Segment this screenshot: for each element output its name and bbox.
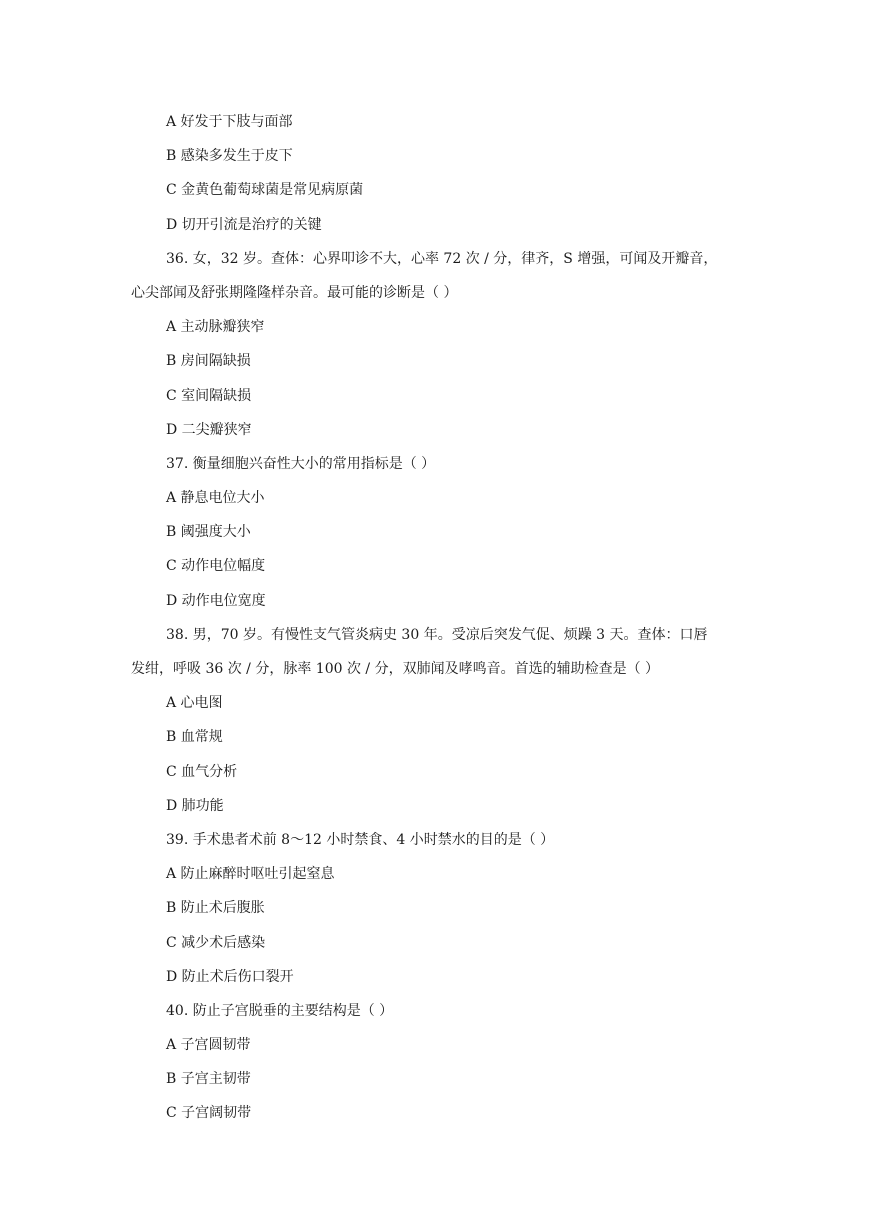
text-line: 39. 手术患者术前 8～12 小时禁食、4 小时禁水的目的是（ ） [166, 831, 555, 848]
text-line: A 心电图 [166, 695, 223, 712]
text-line: B 防止术后腹胀 [166, 900, 265, 917]
text-line: D 切开引流是治疗的关键 [166, 216, 322, 233]
text-line: C 子宫阔韧带 [166, 1105, 252, 1122]
text-line: 38. 男，70 岁。有慢性支气管炎病史 30 年。受凉后突发气促、烦躁 3 天。查体：口唇 [166, 626, 708, 643]
text-line: 发绀，呼吸 36 次 / 分，脉率 100 次 / 分，双肺闻及哮鸣音。首选的辅助检查是（ ） [131, 661, 660, 677]
text-line: C 金黄色葡萄球菌是常见病原菌 [166, 182, 364, 199]
text-line: A 子宫圆韧带 [166, 1037, 251, 1054]
text-line: 36. 女，32 岁。查体：心界叩诊不大，心率 72 次 / 分，律齐，S 增强，可闻及开瓣音， [166, 250, 718, 267]
text-line: A 主动脉瓣狭窄 [166, 319, 265, 336]
text-line: B 感染多发生于皮下 [166, 148, 293, 165]
text-line: C 室间隔缺损 [166, 387, 252, 404]
text-line: B 阈强度大小 [166, 524, 251, 541]
text-line: D 肺功能 [166, 797, 224, 814]
text-line: B 血常规 [166, 729, 223, 746]
text-line: 40. 防止子宫脱垂的主要结构是（ ） [166, 1002, 394, 1019]
text-line: 心尖部闻及舒张期隆隆样杂音。最可能的诊断是（ ） [131, 284, 458, 301]
text-line: B 房间隔缺损 [166, 353, 251, 370]
text-line: A 防止麻醉时呕吐引起窒息 [166, 866, 335, 883]
text-line: A 静息电位大小 [166, 490, 265, 507]
document-body [131, 105, 749, 1131]
text-line: D 防止术后伤口裂开 [166, 968, 294, 985]
text-line: C 减少术后感染 [166, 934, 266, 951]
text-line: C 动作电位幅度 [166, 558, 266, 575]
text-line: 37. 衡量细胞兴奋性大小的常用指标是（ ） [166, 455, 436, 472]
text-line: A 好发于下肢与面部 [166, 114, 293, 130]
text-line: D 二尖瓣狭窄 [166, 421, 252, 438]
text-line: B 子宫主韧带 [166, 1071, 251, 1088]
text-line: C 血气分析 [166, 763, 238, 780]
text-line: D 动作电位宽度 [166, 592, 266, 609]
